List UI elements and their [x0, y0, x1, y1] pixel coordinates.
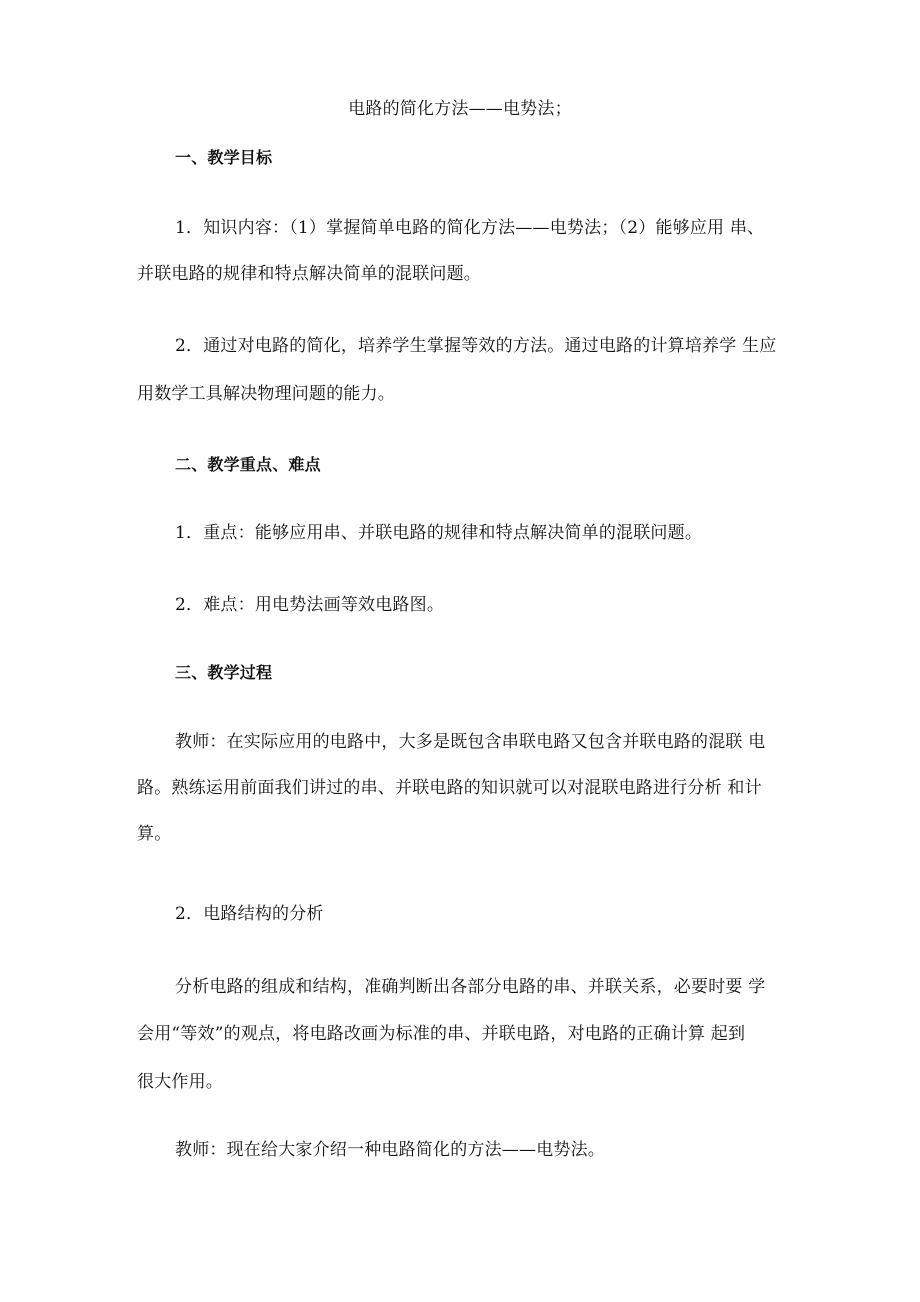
subheading-circuit-structure: 2．电路结构的分析 [175, 904, 324, 924]
paragraph-line: 1．重点：能够应用串、并联电路的规律和特点解决简单的混联问题。 [175, 523, 703, 543]
paragraph-line: 很大作用。 [137, 1072, 223, 1092]
section-heading-keypoints: 二、教学重点、难点 [175, 455, 321, 474]
paragraph-line: 2．通过对电路的简化，培养学生掌握等效的方法。通过电路的计算培养学 生应 [175, 336, 777, 356]
section-heading-objectives: 一、教学目标 [175, 148, 273, 167]
paragraph-line: 教师：在实际应用的电路中，大多是既包含串联电路又包含并联电路的混联 电 [175, 732, 766, 752]
paragraph-line: 教师：现在给大家介绍一种电路简化的方法——电势法。 [175, 1140, 605, 1160]
paragraph-line: 2．难点：用电势法画等效电路图。 [175, 595, 445, 615]
paragraph-line: 算。 [137, 824, 172, 844]
paragraph-line: 并联电路的规律和特点解决简单的混联问题。 [137, 264, 481, 284]
paragraph-line: 用数学工具解决物理问题的能力。 [137, 384, 395, 404]
paragraph-line: 1．知识内容：（1）掌握简单电路的简化方法——电势法；（2）能够应用 串、 [175, 218, 765, 238]
paragraph-line: 分析电路的组成和结构，准确判断出各部分电路的串、并联关系，必要时要 学 [175, 977, 766, 997]
paragraph-line: 路。熟练运用前面我们讲过的串、并联电路的知识就可以对混联电路进行分析 和计 [137, 778, 762, 798]
paragraph-line: 会用“等效”的观点，将电路改画为标准的串、并联电路，对电路的正确计算 起到 [137, 1024, 746, 1044]
section-heading-process: 三、教学过程 [175, 663, 273, 682]
document-title: 电路的简化方法——电势法； [348, 99, 572, 119]
